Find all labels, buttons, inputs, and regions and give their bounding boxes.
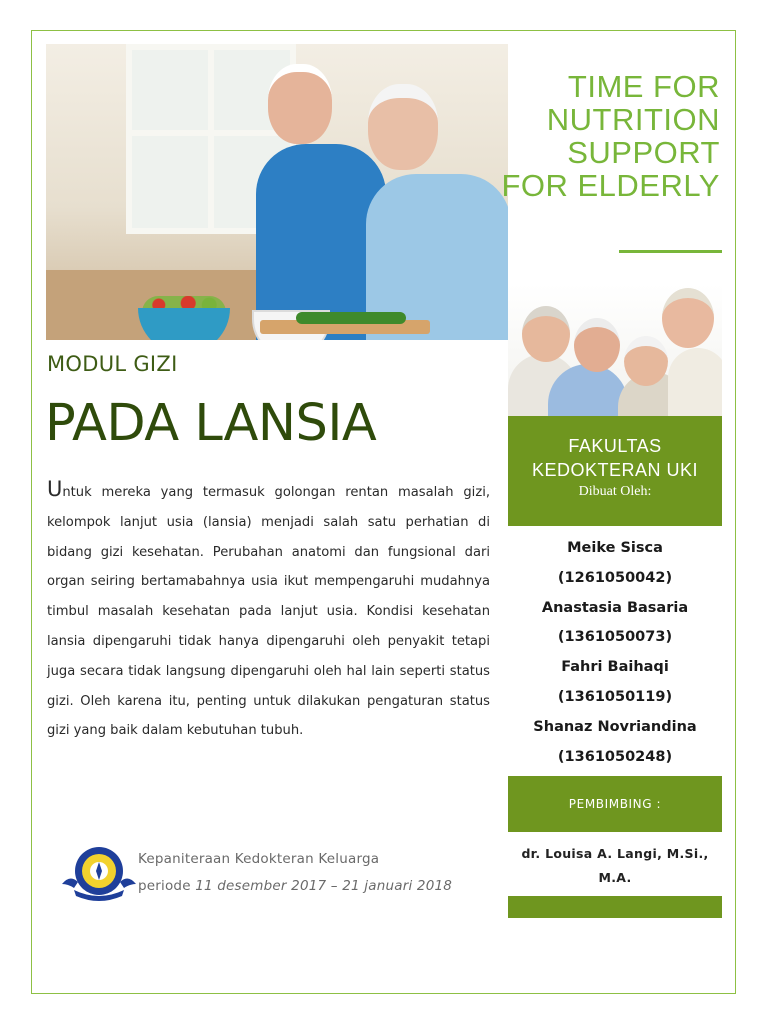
supervisor-name-line: M.A. (598, 870, 632, 885)
university-logo (60, 844, 138, 902)
author-id: (1361050073) (557, 629, 673, 646)
author-id: (1361050119) (557, 688, 673, 705)
main-title: PADA LANSIA (45, 394, 377, 453)
author-name: Fahri Baihaqi (561, 659, 669, 676)
authors-list (508, 534, 722, 772)
author-name: Meike Sisca (567, 540, 663, 556)
supervisor-label-box (508, 776, 722, 832)
body-paragraph (47, 478, 490, 746)
elderly-group-photo (508, 284, 722, 416)
module-label: MODUL GIZI (47, 352, 178, 376)
bottom-accent-bar (508, 896, 722, 918)
cooking-couple-photo (46, 44, 508, 340)
footer-department: Kepaniteraan Kedokteran Keluarga (138, 851, 380, 867)
faculty-box (508, 416, 722, 526)
cover-title-line: FOR ELDERLY (501, 168, 720, 203)
supervisor-label: PEMBIMBING : (568, 797, 662, 811)
body-text: ntuk mereka yang termasuk golongan rentan masalah gizi, kelompok lanjut usia (lansia) menjadi salah satu perhatian di bidang gizi kesehatan. Perubahan anatomi dan fungsional dari organ seiring bertamabahnya usia ikut mempengaruhi mudahnya timbul masalah kesehatan pada lanjut usia. Kondisi kesehatan lansia dipengaruhi tidak hanya dipengaruhi oleh penyakit tetapi juga secara tidak langsung dipengaruhi oleh hal lain seperti status gizi. Oleh karena itu, penting untuk dilakukan pengaturan status gizi yang baik dalam kebutuhan tubuh. (47, 485, 490, 739)
cover-title (480, 70, 720, 202)
author-name: Anastasia Basaria (541, 599, 689, 616)
faculty-name (508, 416, 722, 482)
supervisor-name (508, 842, 722, 890)
cover-title-line: TIME FOR (567, 69, 720, 104)
footer-period (138, 878, 452, 894)
made-by-label: Dibuat Oleh: (578, 484, 652, 499)
author-name: Shanaz Novriandina (533, 718, 697, 735)
drop-cap: U (47, 477, 63, 501)
period-dates: 11 desember 2017 – 21 januari 2018 (195, 878, 453, 894)
faculty-name-line: FAKULTAS (568, 436, 662, 456)
title-divider (619, 250, 722, 253)
cover-title-line: NUTRITION (546, 102, 720, 137)
faculty-name-line: KEDOKTERAN UKI (531, 460, 699, 480)
period-prefix: periode (138, 878, 196, 894)
cover-title-line: SUPPORT (567, 135, 720, 170)
author-id: (1261050042) (557, 569, 673, 586)
supervisor-name-line: dr. Louisa A. Langi, M.Si., (521, 846, 709, 861)
author-id: (1361050248) (557, 748, 673, 765)
